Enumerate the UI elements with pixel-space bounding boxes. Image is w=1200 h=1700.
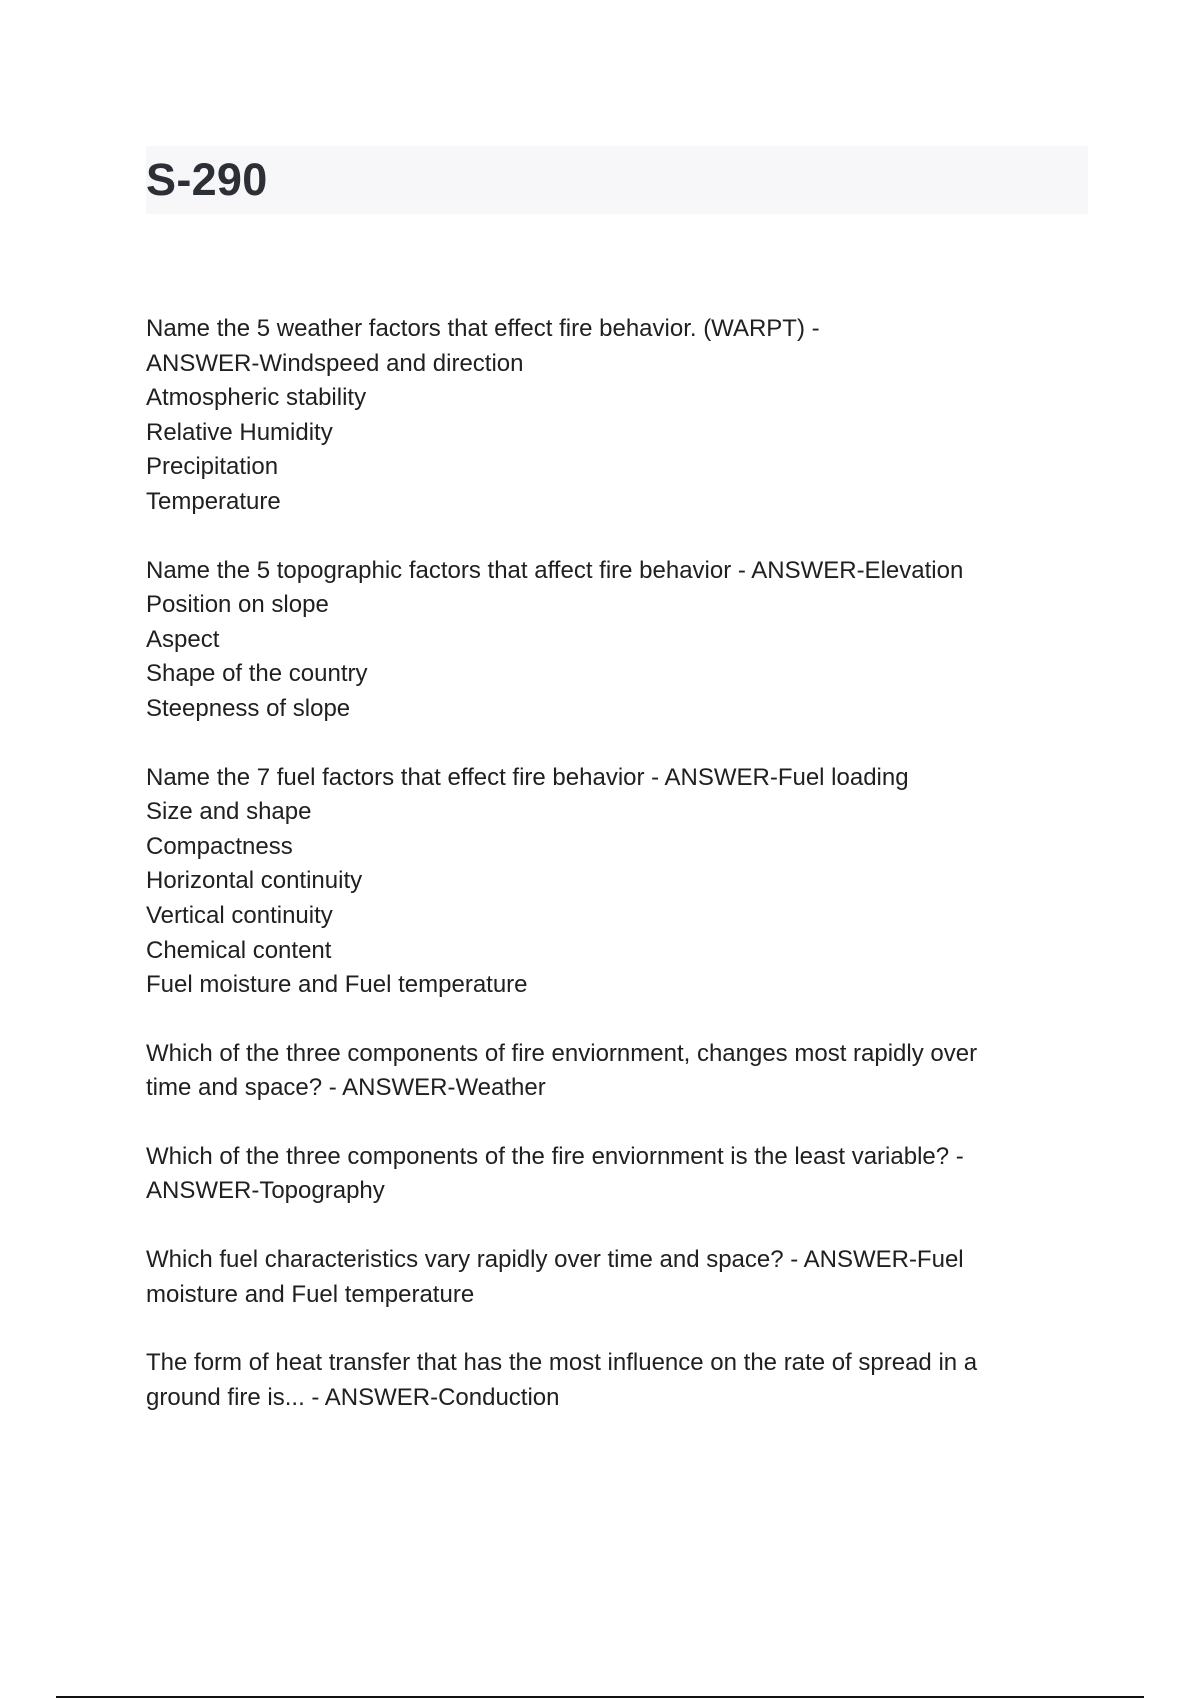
qa-line: time and space? - ANSWER-Weather <box>146 1074 546 1102</box>
qa-line: moisture and Fuel temperature <box>146 1280 475 1308</box>
qa-line: Atmospheric stability <box>146 384 367 412</box>
qa-line: ANSWER-Windspeed and direction <box>146 349 524 377</box>
qa-line: Relative Humidity <box>146 418 333 446</box>
qa-line: Fuel moisture and Fuel temperature <box>146 971 528 999</box>
qa-line: Which of the three components of fire enviornment, changes most rapidly over <box>146 1039 978 1067</box>
qa-line: Chemical content <box>146 936 332 964</box>
qa-item-weather-factors <box>146 312 1096 520</box>
qa-line: The form of heat transfer that has the most influence on the rate of spread in a <box>146 1349 978 1377</box>
qa-item-topographic-factors <box>146 554 1096 727</box>
title-bar <box>146 146 1088 214</box>
qa-line: Steepness of slope <box>146 694 351 722</box>
qa-line: ground fire is... - ANSWER-Conduction <box>146 1383 560 1411</box>
footer-divider <box>56 1696 1144 1698</box>
qa-line: ANSWER-Topography <box>146 1177 385 1205</box>
qa-line: Temperature <box>146 487 281 515</box>
qa-line: Which of the three components of the fire enviornment is the least variable? - <box>146 1142 964 1170</box>
qa-item-least-variable <box>146 1140 1096 1209</box>
qa-line: Name the 5 weather factors that effect fire behavior. (WARPT) - <box>146 315 820 342</box>
qa-line: Size and shape <box>146 798 312 826</box>
qa-line: Position on slope <box>146 591 329 619</box>
qa-line: Which fuel characteristics vary rapidly over time and space? - ANSWER-Fuel <box>146 1246 964 1274</box>
qa-list <box>146 312 1096 1449</box>
qa-line: Precipitation <box>146 453 279 481</box>
qa-line: Compactness <box>146 832 293 860</box>
qa-line: Name the 5 topographic factors that affect fire behavior - ANSWER-Elevation <box>146 556 964 584</box>
qa-item-rapid-change <box>146 1037 1096 1106</box>
qa-item-fuel-characteristics <box>146 1243 1096 1312</box>
qa-line: Vertical continuity <box>146 901 333 929</box>
qa-line: Shape of the country <box>146 660 368 688</box>
qa-line: Horizontal continuity <box>146 867 363 895</box>
qa-item-heat-transfer <box>146 1346 1096 1415</box>
qa-line: Aspect <box>146 625 220 653</box>
qa-line: Name the 7 fuel factors that effect fire behavior - ANSWER-Fuel loading <box>146 763 909 791</box>
page-title: S-290 <box>146 154 268 205</box>
qa-item-fuel-factors <box>146 761 1096 1003</box>
